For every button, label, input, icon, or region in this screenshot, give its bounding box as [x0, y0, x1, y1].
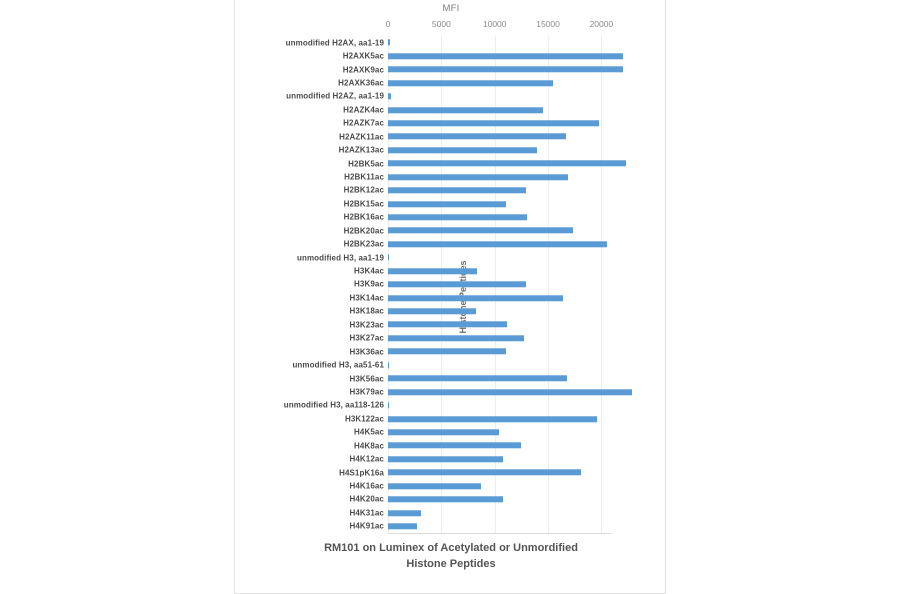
y-axis-category-label: H2BK16ac — [343, 212, 384, 222]
chart-bar — [388, 67, 623, 73]
chart-category-row — [235, 466, 667, 479]
y-axis-category-label: H4K31ac — [349, 508, 384, 518]
y-axis-category-label: H2AXK36ac — [338, 78, 384, 88]
bar-track — [388, 211, 527, 224]
chart-bar — [388, 349, 506, 355]
y-axis-category-label: unmodified H3, aa1-19 — [296, 253, 384, 263]
chart-category-row — [235, 197, 667, 210]
chart-category-row — [235, 117, 667, 130]
y-axis-category-label: H2AXK9ac — [342, 65, 384, 75]
chart-category-row — [235, 426, 667, 439]
y-axis-category-label: H2BK11ac — [344, 172, 384, 182]
chart-bar — [388, 496, 503, 502]
chart-bar — [388, 268, 477, 274]
chart-category-row — [235, 506, 667, 519]
chart-title — [253, 540, 649, 572]
chart-category-row — [235, 439, 667, 452]
chart-bar — [388, 335, 524, 341]
y-axis-category-label: H3K36ac — [349, 347, 384, 357]
chart-category-row — [235, 278, 667, 291]
chart-bar — [388, 174, 568, 180]
y-axis-category-label: unmodified H2AZ, aa1-19 — [286, 91, 384, 101]
chart-category-row — [235, 412, 667, 425]
bar-track — [388, 439, 521, 452]
bar-track — [388, 493, 503, 506]
x-axis-title: MFI — [442, 3, 460, 14]
y-axis-category-label: H3K23ac — [349, 320, 384, 330]
bar-track — [388, 184, 526, 197]
y-axis-category-label: H2AZK13ac — [338, 145, 384, 155]
chart-category-row — [235, 36, 667, 49]
chart-title-line-2: Histone Peptides — [406, 558, 496, 570]
chart-category-row — [235, 479, 667, 492]
y-axis-category-label: H2BK23ac — [343, 239, 384, 249]
bar-track — [388, 506, 421, 519]
chart-bar — [388, 443, 521, 449]
y-axis-category-label: H2BK12ac — [343, 185, 384, 195]
y-axis-category-label: H3K122ac — [344, 414, 384, 424]
x-axis-tick-label: 20000 — [589, 19, 614, 29]
chart-category-row — [235, 103, 667, 116]
bar-track — [388, 130, 566, 143]
bar-track — [388, 426, 499, 439]
y-axis-category-label: H3K4ac — [354, 266, 384, 276]
chart-category-row — [235, 157, 667, 170]
y-axis-category-label: H3K27ac — [349, 333, 384, 343]
bar-track — [388, 90, 391, 103]
x-axis-tick-label: 15000 — [536, 19, 560, 29]
chart-bar — [388, 214, 527, 220]
chart-bar — [388, 510, 421, 516]
y-axis-category-label: H3K79ac — [349, 387, 384, 397]
chart-category-row — [235, 130, 667, 143]
chart-bar — [388, 147, 537, 153]
x-axis-tick-label: 5000 — [431, 19, 451, 29]
chart-category-row — [235, 224, 667, 237]
y-axis-category-label: H2BK5ac — [348, 159, 384, 169]
x-axis-tick-labels — [235, 19, 667, 32]
chart-category-row — [235, 264, 667, 277]
chart-bar — [388, 456, 503, 462]
y-axis-category-label: H4K5ac — [354, 427, 384, 437]
y-axis-category-label: H3K9ac — [354, 279, 384, 289]
bar-track — [388, 264, 477, 277]
bar-track — [388, 385, 632, 398]
chart-bar — [388, 483, 481, 489]
y-axis-category-label: H2AZK11ac — [339, 132, 384, 142]
chart-bar — [388, 161, 626, 167]
chart-bar — [388, 523, 417, 529]
bar-track — [388, 117, 599, 130]
chart-bar — [388, 416, 597, 422]
chart-category-row — [235, 170, 667, 183]
y-axis-category-label: H2AXK5ac — [342, 51, 384, 61]
chart-category-row — [235, 452, 667, 465]
chart-category-row — [235, 332, 667, 345]
chart-bar — [388, 281, 526, 287]
bar-track — [388, 76, 553, 89]
chart-category-row — [235, 90, 667, 103]
chart-bar — [388, 362, 389, 368]
bar-track — [388, 157, 626, 170]
chart-bar — [388, 53, 623, 59]
bar-track — [388, 103, 543, 116]
chart-category-row — [235, 49, 667, 62]
y-axis-category-label: unmodified H2AX, aa1-19 — [285, 38, 384, 48]
chart-bar — [388, 295, 563, 301]
chart-category-row — [235, 520, 667, 533]
chart-bar — [388, 470, 581, 476]
y-axis-category-label: H2BK15ac — [343, 199, 384, 209]
chart-bar — [388, 308, 476, 314]
chart-container — [234, 0, 666, 594]
bar-track — [388, 372, 567, 385]
bar-track — [388, 224, 573, 237]
y-axis-category-label: H3K18ac — [349, 306, 384, 316]
x-axis-tick-label: 10000 — [482, 19, 507, 29]
chart-bar — [388, 120, 599, 126]
y-axis-category-label: H4K12ac — [349, 454, 384, 464]
y-axis-category-label: H3K56ac — [349, 374, 384, 383]
bar-track — [388, 412, 597, 425]
chart-category-row — [235, 385, 667, 398]
y-axis-category-label: unmodified H3, aa118-126 — [283, 400, 384, 410]
chart-category-row — [235, 399, 667, 412]
chart-title-line-1: RM101 on Luminex of Acetylated or Unmordified — [324, 542, 578, 554]
chart-category-row — [235, 305, 667, 318]
chart-bar — [388, 201, 506, 207]
y-axis-category-label: H4S1pK16a — [339, 468, 384, 478]
bar-track — [388, 479, 481, 492]
chart-bar — [388, 80, 553, 86]
plot-bottom-axis-line — [388, 533, 611, 534]
y-axis-category-label: H2AZK7ac — [343, 118, 384, 128]
chart-category-row — [235, 372, 667, 385]
bar-track — [388, 331, 524, 344]
chart-category-row — [235, 211, 667, 224]
chart-bar — [388, 375, 567, 381]
chart-category-row — [235, 251, 667, 264]
bar-track — [388, 49, 623, 62]
bar-track — [388, 305, 476, 318]
chart-bar — [388, 134, 566, 140]
chart-bar — [388, 389, 632, 395]
chart-category-row — [235, 76, 667, 89]
chart-category-row — [235, 318, 667, 331]
bar-track — [388, 36, 390, 49]
bar-track — [388, 452, 503, 465]
chart-category-row — [235, 237, 667, 250]
chart-bar — [388, 93, 391, 99]
y-axis-category-label: H4K91ac — [349, 521, 384, 531]
bar-track — [388, 399, 389, 412]
y-axis-category-label: unmodified H3, aa51-61 — [292, 360, 384, 370]
bar-track — [388, 345, 506, 358]
bar-track — [388, 197, 506, 210]
chart-bar — [388, 228, 573, 234]
bar-track — [388, 318, 507, 331]
chart-category-row — [235, 63, 667, 76]
chart-category-row — [235, 143, 667, 156]
chart-bar — [388, 322, 507, 328]
chart-bar — [388, 107, 543, 113]
y-axis-category-label: H2AZK4ac — [343, 105, 384, 115]
chart-category-row — [235, 345, 667, 358]
chart-category-row — [235, 184, 667, 197]
bar-track — [388, 278, 526, 291]
y-axis-category-label: H3K14ac — [349, 293, 384, 303]
chart-bar — [388, 255, 389, 261]
y-axis-category-label: H2BK20ac — [343, 226, 384, 236]
bar-track — [388, 143, 537, 156]
y-axis-category-label: H4K8ac — [354, 441, 384, 451]
bar-track — [388, 237, 607, 250]
bar-track — [388, 358, 389, 371]
chart-bar — [388, 40, 390, 46]
chart-category-row — [235, 291, 667, 304]
bar-track — [388, 63, 623, 76]
chart-bar — [388, 187, 526, 193]
y-axis-category-label: H4K16ac — [349, 481, 384, 491]
y-axis-category-label: H4K20ac — [349, 494, 384, 504]
bar-track — [388, 291, 563, 304]
bar-track — [388, 251, 389, 264]
chart-bar — [388, 402, 389, 408]
chart-category-row — [235, 493, 667, 506]
chart-bar — [388, 429, 499, 435]
bar-track — [388, 520, 417, 533]
x-axis-tick-label: 0 — [385, 19, 391, 29]
chart-bar — [388, 241, 607, 247]
bar-track — [388, 170, 568, 183]
chart-category-row — [235, 358, 667, 371]
bar-track — [388, 466, 581, 479]
